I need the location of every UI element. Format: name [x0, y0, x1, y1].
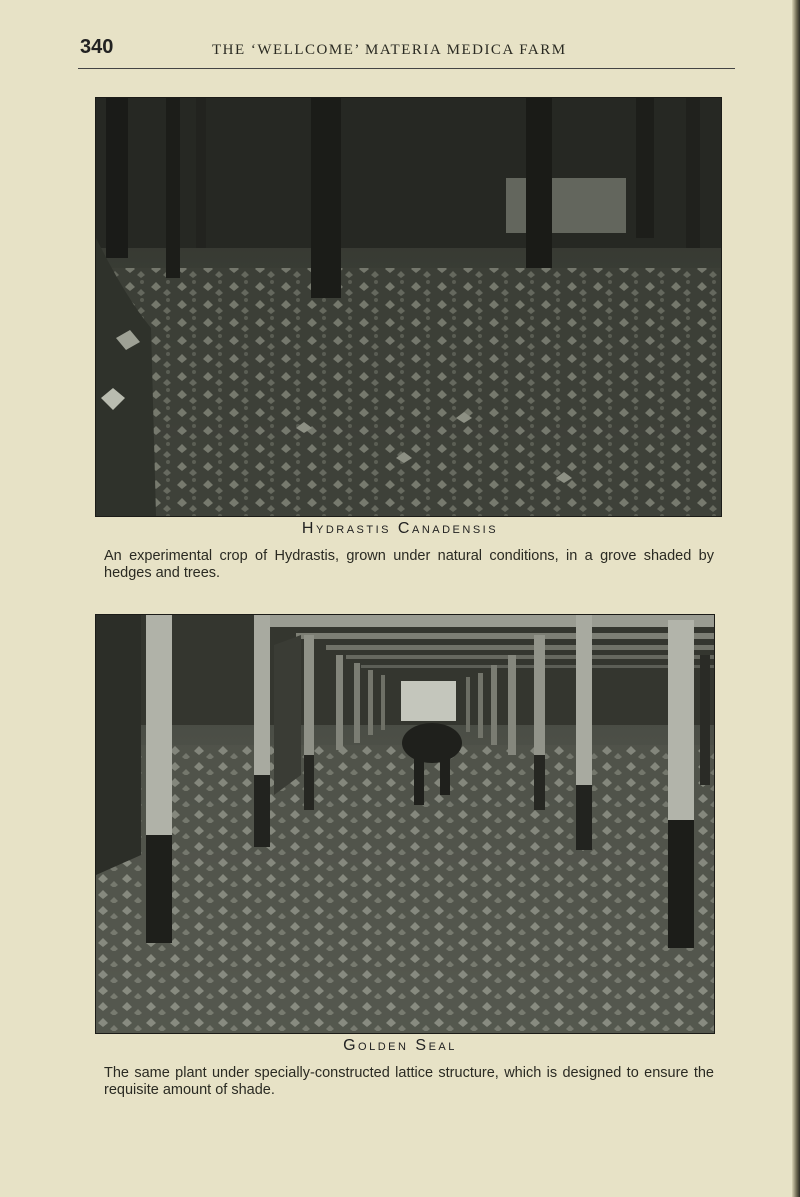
photo-golden-seal-lattice: [95, 614, 715, 1034]
figure-1-title: Hydrastis Canadensis: [301, 520, 499, 537]
figure-2-title: Golden Seal: [343, 1037, 457, 1054]
figure-1-caption: An experimental crop of Hydrastis, grown under natural conditions, in a grove shaded by hedges and trees.: [104, 548, 714, 581]
figure-2-caption: The same plant under specially-constructed lattice structure, which is designed to ensure the requisite amount of shade.: [104, 1065, 714, 1098]
page-edge-shadow: [792, 0, 800, 1197]
running-title: THE ‘WELLCOME’ MATERIA MEDICA FARM: [212, 42, 567, 58]
photo-hydrastis-grove: [95, 97, 722, 517]
page-number: 340: [80, 36, 114, 58]
header-rule: [78, 68, 735, 69]
